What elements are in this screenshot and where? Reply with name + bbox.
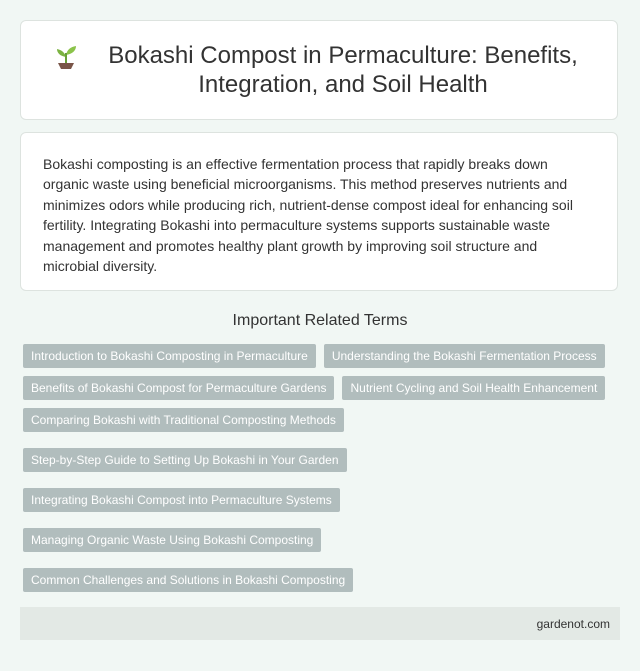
term-tag[interactable]: Integrating Bokashi Compost into Permaculture Systems [23, 488, 340, 512]
term-tag[interactable]: Introduction to Bokashi Composting in Permaculture [23, 344, 316, 368]
related-terms-list [23, 344, 623, 632]
footer [20, 607, 620, 640]
term-tag[interactable]: Common Challenges and Solutions in Bokashi Composting [23, 568, 353, 592]
term-tag[interactable]: Comparing Bokashi with Traditional Composting Methods [23, 408, 344, 432]
related-terms-heading: Important Related Terms [232, 312, 408, 329]
footer-site-link[interactable]: gardenot.com [536, 616, 610, 631]
title-wrap [21, 41, 617, 99]
term-tag[interactable]: Benefits of Bokashi Compost for Permaculture Gardens [23, 376, 334, 400]
term-tag[interactable]: Step-by-Step Guide to Setting Up Bokashi in Your Garden [23, 448, 347, 472]
seedling-icon [51, 41, 81, 71]
intro-paragraph: Bokashi composting is an effective fermentation process that rapidly breaks down organic waste using beneficial microorganisms. This method preserves nutrients and minimizes odors while producing rich, nutrient-dense compost ideal for enhancing soil fertility. Integrating Bokashi into permaculture systems supports sustainable waste management and promotes healthy plant growth by improving soil structure and microbial diversity. [43, 156, 573, 275]
title-card [20, 20, 618, 120]
term-tag[interactable]: Managing Organic Waste Using Bokashi Composting [23, 528, 321, 552]
intro-card [20, 132, 618, 291]
term-tag[interactable]: Understanding the Bokashi Fermentation Process [324, 344, 605, 368]
page-title: Bokashi Compost in Permaculture: Benefits, Integration, and Soil Health [108, 42, 578, 98]
term-tag[interactable]: Nutrient Cycling and Soil Health Enhancement [342, 376, 605, 400]
